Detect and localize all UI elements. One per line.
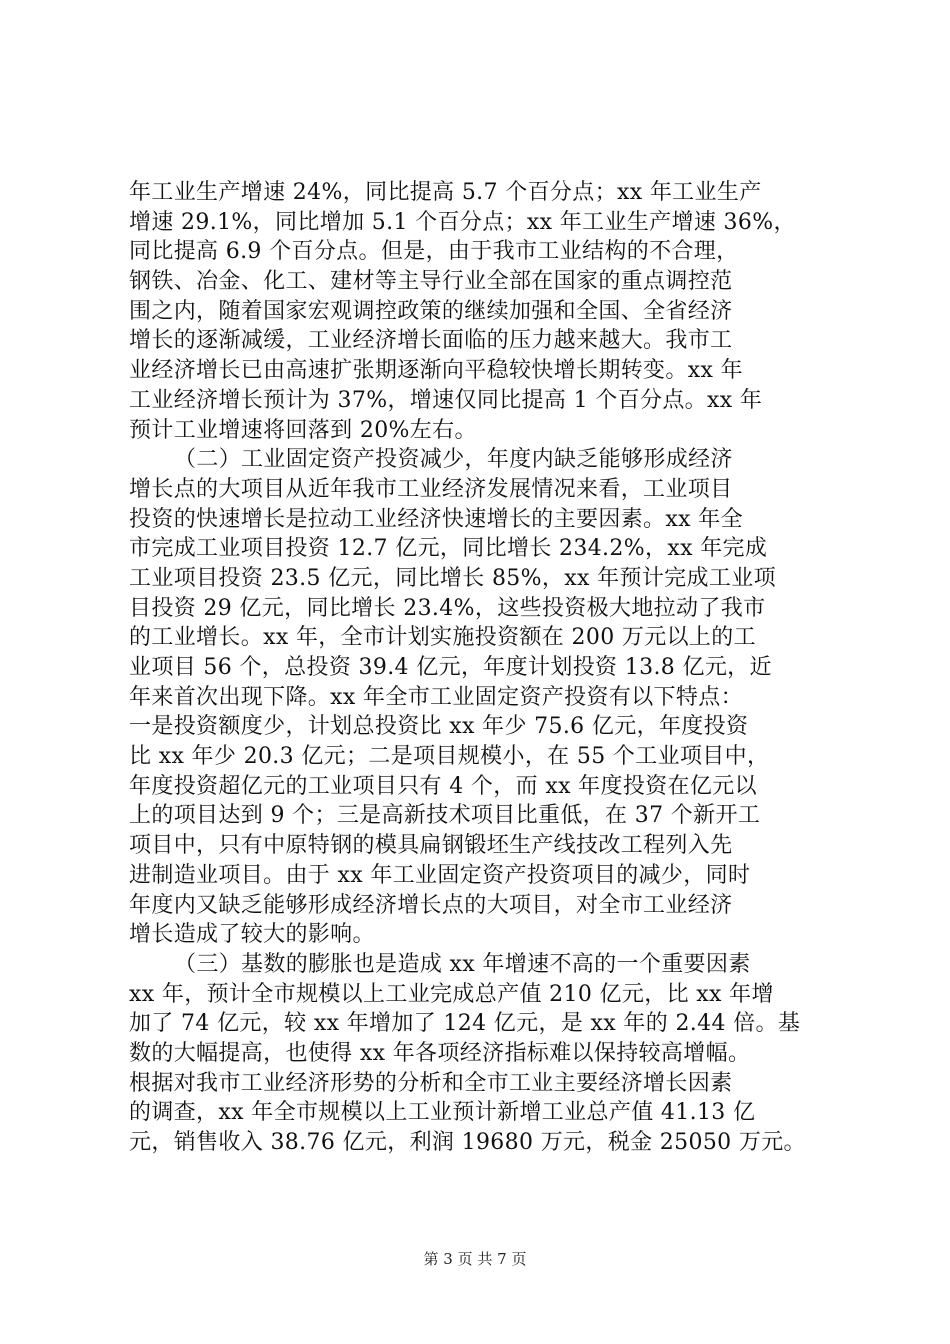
text-line: 进制造业项目。由于 xx 年工业固定资产投资项目的减少，同时 <box>129 862 751 888</box>
text-line: 年工业生产增速 24%，同比提高 5.7 个百分点；xx 年工业生产 <box>129 180 762 205</box>
document-body <box>129 178 845 1158</box>
text-line: 业项目 56 个，总投资 39.4 亿元，年度计划投资 13.8 亿元，近 <box>129 655 772 680</box>
text-line: 年来首次出现下降。xx 年全市工业固定资产投资有以下特点： <box>129 684 743 710</box>
text-line: 同比提高 6.9 个百分点。但是，由于我市工业结构的不合理， <box>129 239 739 265</box>
text-line: 上的项目达到 9 个；三是高新技术项目比重低，在 37 个新开工 <box>129 803 761 829</box>
text-line: 数的大幅提高，也使得 xx 年各项经济指标难以保持较高增幅。 <box>129 1040 751 1066</box>
text-line: 的工业增长。xx 年，全市计划实施投资额在 200 万元以上的工 <box>129 625 756 651</box>
text-line: 增速 29.1%，同比增加 5.1 个百分点；xx 年工业生产增速 36%， <box>129 209 796 235</box>
text-line: 投资的快速增长是拉动工业经济快速增长的主要因素。xx 年全 <box>129 506 743 532</box>
text-line: 围之内，随着国家宏观调控政策的继续加强和全国、全省经济 <box>129 298 733 324</box>
text-line: 业经济增长已由高速扩张期逐渐向平稳较快增长期转变。xx 年 <box>129 358 743 384</box>
text-line: 项目中，只有中原特钢的模具扁钢锻坯生产线技改工程列入先 <box>129 833 733 859</box>
text-line: 的调查，xx 年全市规模以上工业预计新增工业总产值 41.13 亿 <box>129 1100 756 1126</box>
text-line: 增长的逐渐减缓，工业经济增长面临的压力越来越大。我市工 <box>129 328 733 354</box>
text-line: 钢铁、冶金、化工、建材等主导行业全部在国家的重点调控范 <box>129 269 733 295</box>
text-line: 预计工业增速将回落到 20%左右。 <box>129 417 477 443</box>
text-line: 增长造成了较大的影响。 <box>129 922 375 948</box>
text-line: 元，销售收入 38.76 亿元，利润 19680 万元，税金 25050 万元。 <box>129 1130 806 1155</box>
text-line: 年度投资超亿元的工业项目只有 4 个，而 xx 年度投资在亿元以 <box>129 773 757 799</box>
section-heading-line: （二）工业固定资产投资减少，年度内缺乏能够形成经济 <box>174 447 733 473</box>
text-line: 工业项目投资 23.5 亿元，同比增长 85%，xx 年预计完成工业项 <box>129 565 776 591</box>
text-line: 市完成工业项目投资 12.7 亿元，同比增长 234.2%，xx 年完成 <box>129 536 768 562</box>
text-line: xx 年，预计全市规模以上工业完成总产值 210 亿元，比 xx 年增 <box>129 981 774 1007</box>
text-line: 工业经济增长预计为 37%，增速仅同比提高 1 个百分点。xx 年 <box>129 387 763 413</box>
text-line: 年度内又缺乏能够形成经济增长点的大项目，对全市工业经济 <box>129 892 733 918</box>
section-heading-line: （三）基数的膨胀也是造成 xx 年增速不高的一个重要因素 <box>174 951 751 977</box>
text-line: 目投资 29 亿元，同比增长 23.4%，这些投资极大地拉动了我市 <box>129 595 766 621</box>
text-line: 根据对我市工业经济形势的分析和全市工业主要经济增长因素 <box>129 1070 733 1096</box>
text-line: 加了 74 亿元，较 xx 年增加了 124 亿元，是 xx 年的 2.44 倍。基 <box>129 1011 801 1037</box>
page-number-footer: 第 3 页 共 7 页 <box>423 1250 527 1268</box>
text-line: 比 xx 年少 20.3 亿元；二是项目规模小，在 55 个工业项目中， <box>129 744 770 770</box>
text-line: 增长点的大项目从近年我市工业经济发展情况来看，工业项目 <box>129 476 733 502</box>
text-line: 一是投资额度少，计划总投资比 xx 年少 75.6 亿元，年度投资 <box>129 714 749 740</box>
